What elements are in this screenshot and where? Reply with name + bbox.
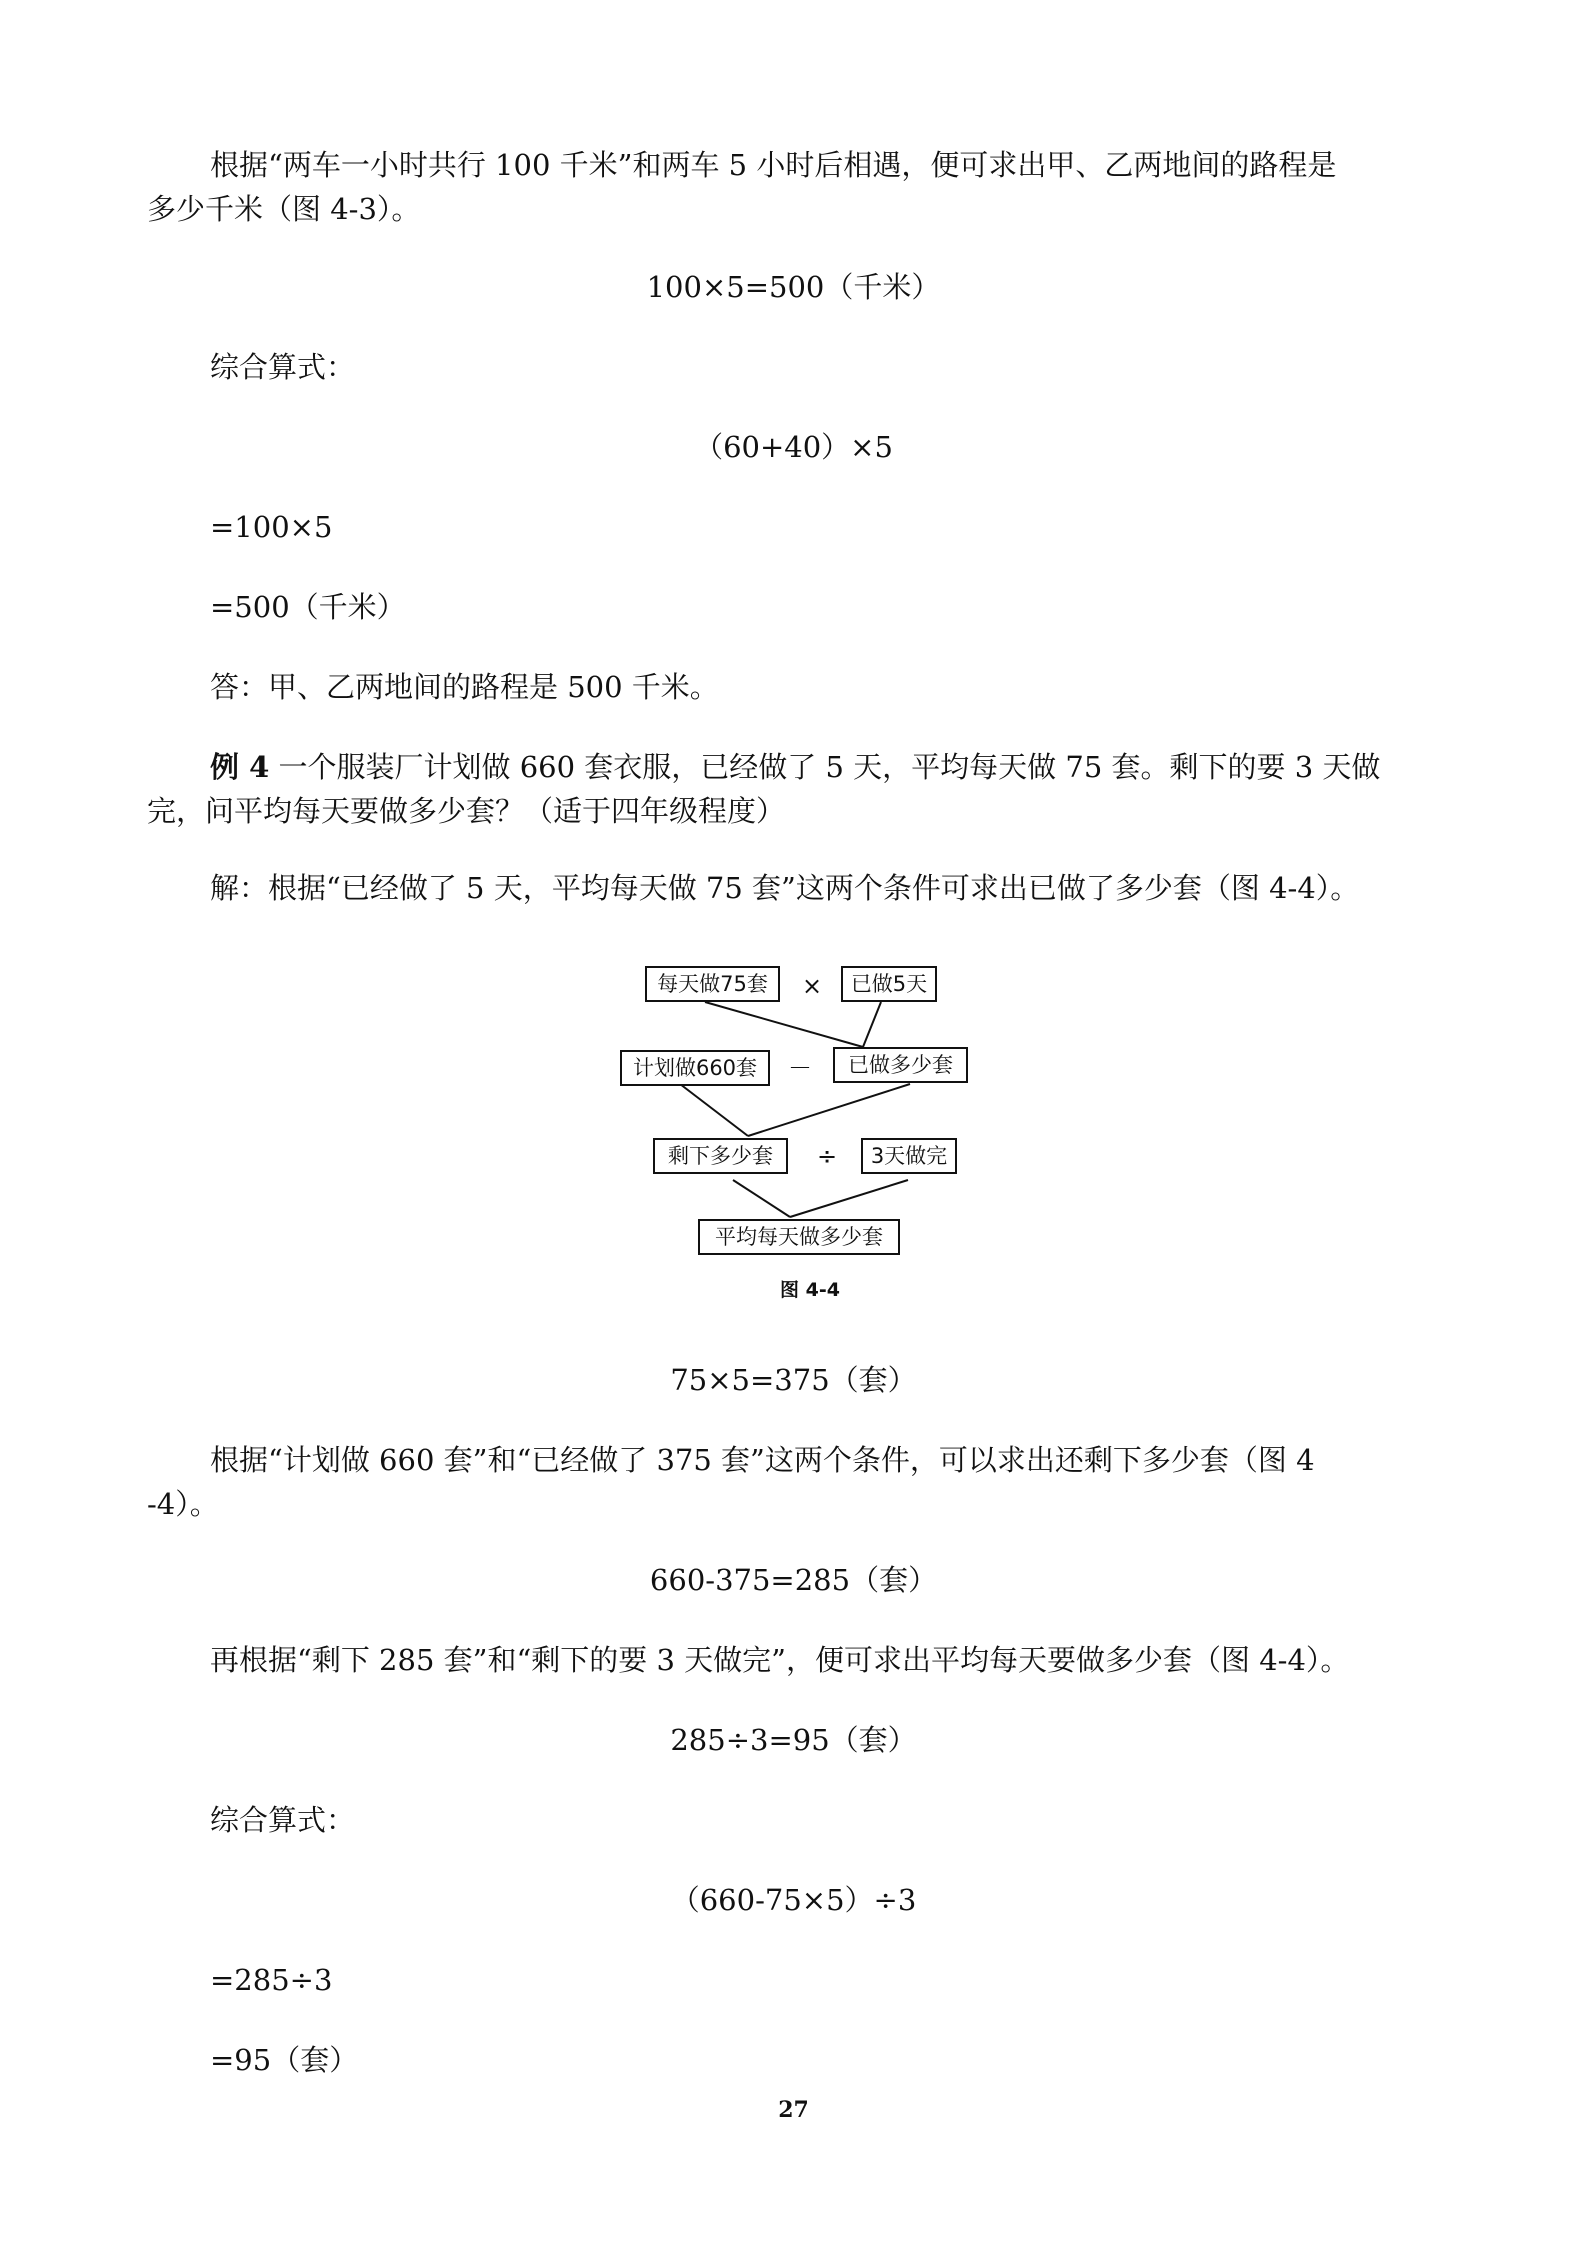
equation-step: =100×5: [210, 510, 333, 544]
equation: 660-375=285（套）: [649, 1563, 938, 1597]
paragraph-line: 多少千米（图 4-3）。: [147, 192, 421, 226]
box-days-done: 已做5天: [841, 966, 937, 1002]
box-result: 平均每天做多少套: [698, 1219, 900, 1255]
equation: 100×5=500（千米）: [646, 270, 941, 304]
multiply-operator: ×: [801, 972, 823, 1000]
connector-line: [680, 1084, 748, 1136]
solution-intro: 解：根据“已经做了 5 天，平均每天做 75 套”这两个条件可求出已做了多少套（图 4-4）。: [210, 871, 1360, 905]
equation-step: =500（千米）: [210, 590, 406, 624]
connector-line: [748, 1084, 910, 1136]
box-three-days: 3天做完: [861, 1138, 957, 1174]
box-daily-output: 每天做75套: [645, 966, 780, 1002]
divide-operator: ÷: [816, 1142, 838, 1170]
section-label: 综合算式：: [210, 1803, 356, 1837]
connector-line: [863, 1002, 881, 1047]
example-heading-line: [210, 747, 1380, 787]
equation-step: =285÷3: [210, 1963, 333, 1997]
equation: 75×5=375（套）: [670, 1363, 917, 1397]
equation: 285÷3=95（套）: [670, 1723, 917, 1757]
equation: （60+40）×5: [694, 430, 893, 464]
equation-step: =95（套）: [210, 2043, 359, 2077]
page-number: 27: [778, 2097, 809, 2123]
paragraph-line: 完，问平均每天要做多少套？（适于四年级程度）: [147, 794, 786, 828]
example-label: 例 4: [210, 750, 270, 784]
connector-line: [733, 1180, 790, 1217]
box-remaining: 剩下多少套: [653, 1138, 788, 1174]
figure-caption: 图 4-4: [780, 1279, 840, 1301]
connector-line: [790, 1180, 908, 1217]
box-done-total: 已做多少套: [833, 1047, 968, 1083]
paragraph-line: 根据“计划做 660 套”和“已经做了 375 套”这两个条件，可以求出还剩下多少套（图 4: [210, 1443, 1315, 1477]
section-label: 综合算式：: [210, 350, 356, 384]
paragraph-line: -4）。: [147, 1487, 219, 1521]
paragraph-line: 根据“两车一小时共行 100 千米”和两车 5 小时后相遇，便可求出甲、乙两地间的路程是: [210, 148, 1337, 182]
answer-text: 答：甲、乙两地间的路程是 500 千米。: [210, 670, 719, 704]
minus-operator: －: [788, 1054, 812, 1082]
box-plan-total: 计划做660套: [620, 1050, 770, 1086]
example-text: 一个服装厂计划做 660 套衣服，已经做了 5 天，平均每天做 75 套。剩下的要 3 天做: [269, 750, 1381, 784]
equation: （660-75×5）÷3: [670, 1883, 917, 1917]
connector-line: [705, 1002, 863, 1047]
paragraph-line: 再根据“剩下 285 套”和“剩下的要 3 天做完”，便可求出平均每天要做多少套（图 4-4）。: [210, 1643, 1350, 1677]
